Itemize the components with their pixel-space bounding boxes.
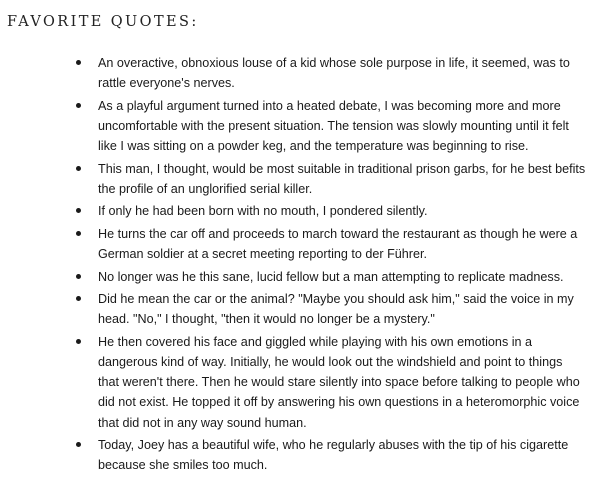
quote-item: [76, 96, 586, 157]
bullet-icon: [76, 274, 81, 279]
quote-text: He turns the car off and proceeds to march toward the restaurant as though he were a German soldier at a secret meeting reporting to der Führer.: [98, 226, 578, 262]
quote-item: [76, 332, 586, 433]
page-title: FAVORITE QUOTES:: [7, 14, 199, 30]
bullet-icon: [76, 208, 81, 213]
quote-item: [76, 224, 586, 264]
quote-item: [76, 267, 586, 287]
quote-text: This man, I thought, would be most suitable in traditional prison garbs, for he best befits the profile of an unglorified serial killer.: [98, 161, 586, 196]
quote-item: [76, 435, 586, 475]
bullet-icon: [76, 103, 81, 108]
bullet-icon: [76, 231, 81, 236]
quote-text: He then covered his face and giggled while playing with his own emotions in a dangerous kind of way. Initially, he would look out the windshield and point to things that weren't there. Then he would stare silently into space before talking to people who did not exist. He topped it off by answering his own questions in a heteromorphic voice that did not in any way sound human.: [98, 334, 580, 430]
bullet-icon: [76, 339, 81, 344]
quote-text: An overactive, obnoxious louse of a kid whose sole purpose in life, it seemed, was to rattle everyone's nerves.: [98, 56, 570, 91]
quote-list: [76, 53, 586, 478]
quote-item: [76, 289, 586, 329]
quote-item: [76, 53, 586, 93]
bullet-icon: [76, 60, 81, 65]
quote-item: [76, 159, 586, 199]
quote-text: If only he had been born with no mouth, I pondered silently.: [98, 204, 428, 219]
quote-text: Did he mean the car or the animal? "Maybe you should ask him," said the voice in my head. "No," I thought, "then it would no longer be a mystery.": [98, 292, 574, 327]
quote-text: As a playful argument turned into a heated debate, I was becoming more and more uncomfortable with the present situation. The tension was slowly mounting until it felt like I was sitting on a powder keg, and the temperature was beginning to rise.: [98, 98, 569, 154]
bullet-icon: [76, 296, 81, 301]
bullet-icon: [76, 166, 81, 171]
quote-text: No longer was he this sane, lucid fellow but a man attempting to replicate madness.: [98, 269, 564, 284]
bullet-icon: [76, 442, 81, 447]
quote-text: Today, Joey has a beautiful wife, who he regularly abuses with the tip of his cigarette because she smiles too much.: [98, 438, 569, 473]
quote-item: [76, 201, 586, 221]
